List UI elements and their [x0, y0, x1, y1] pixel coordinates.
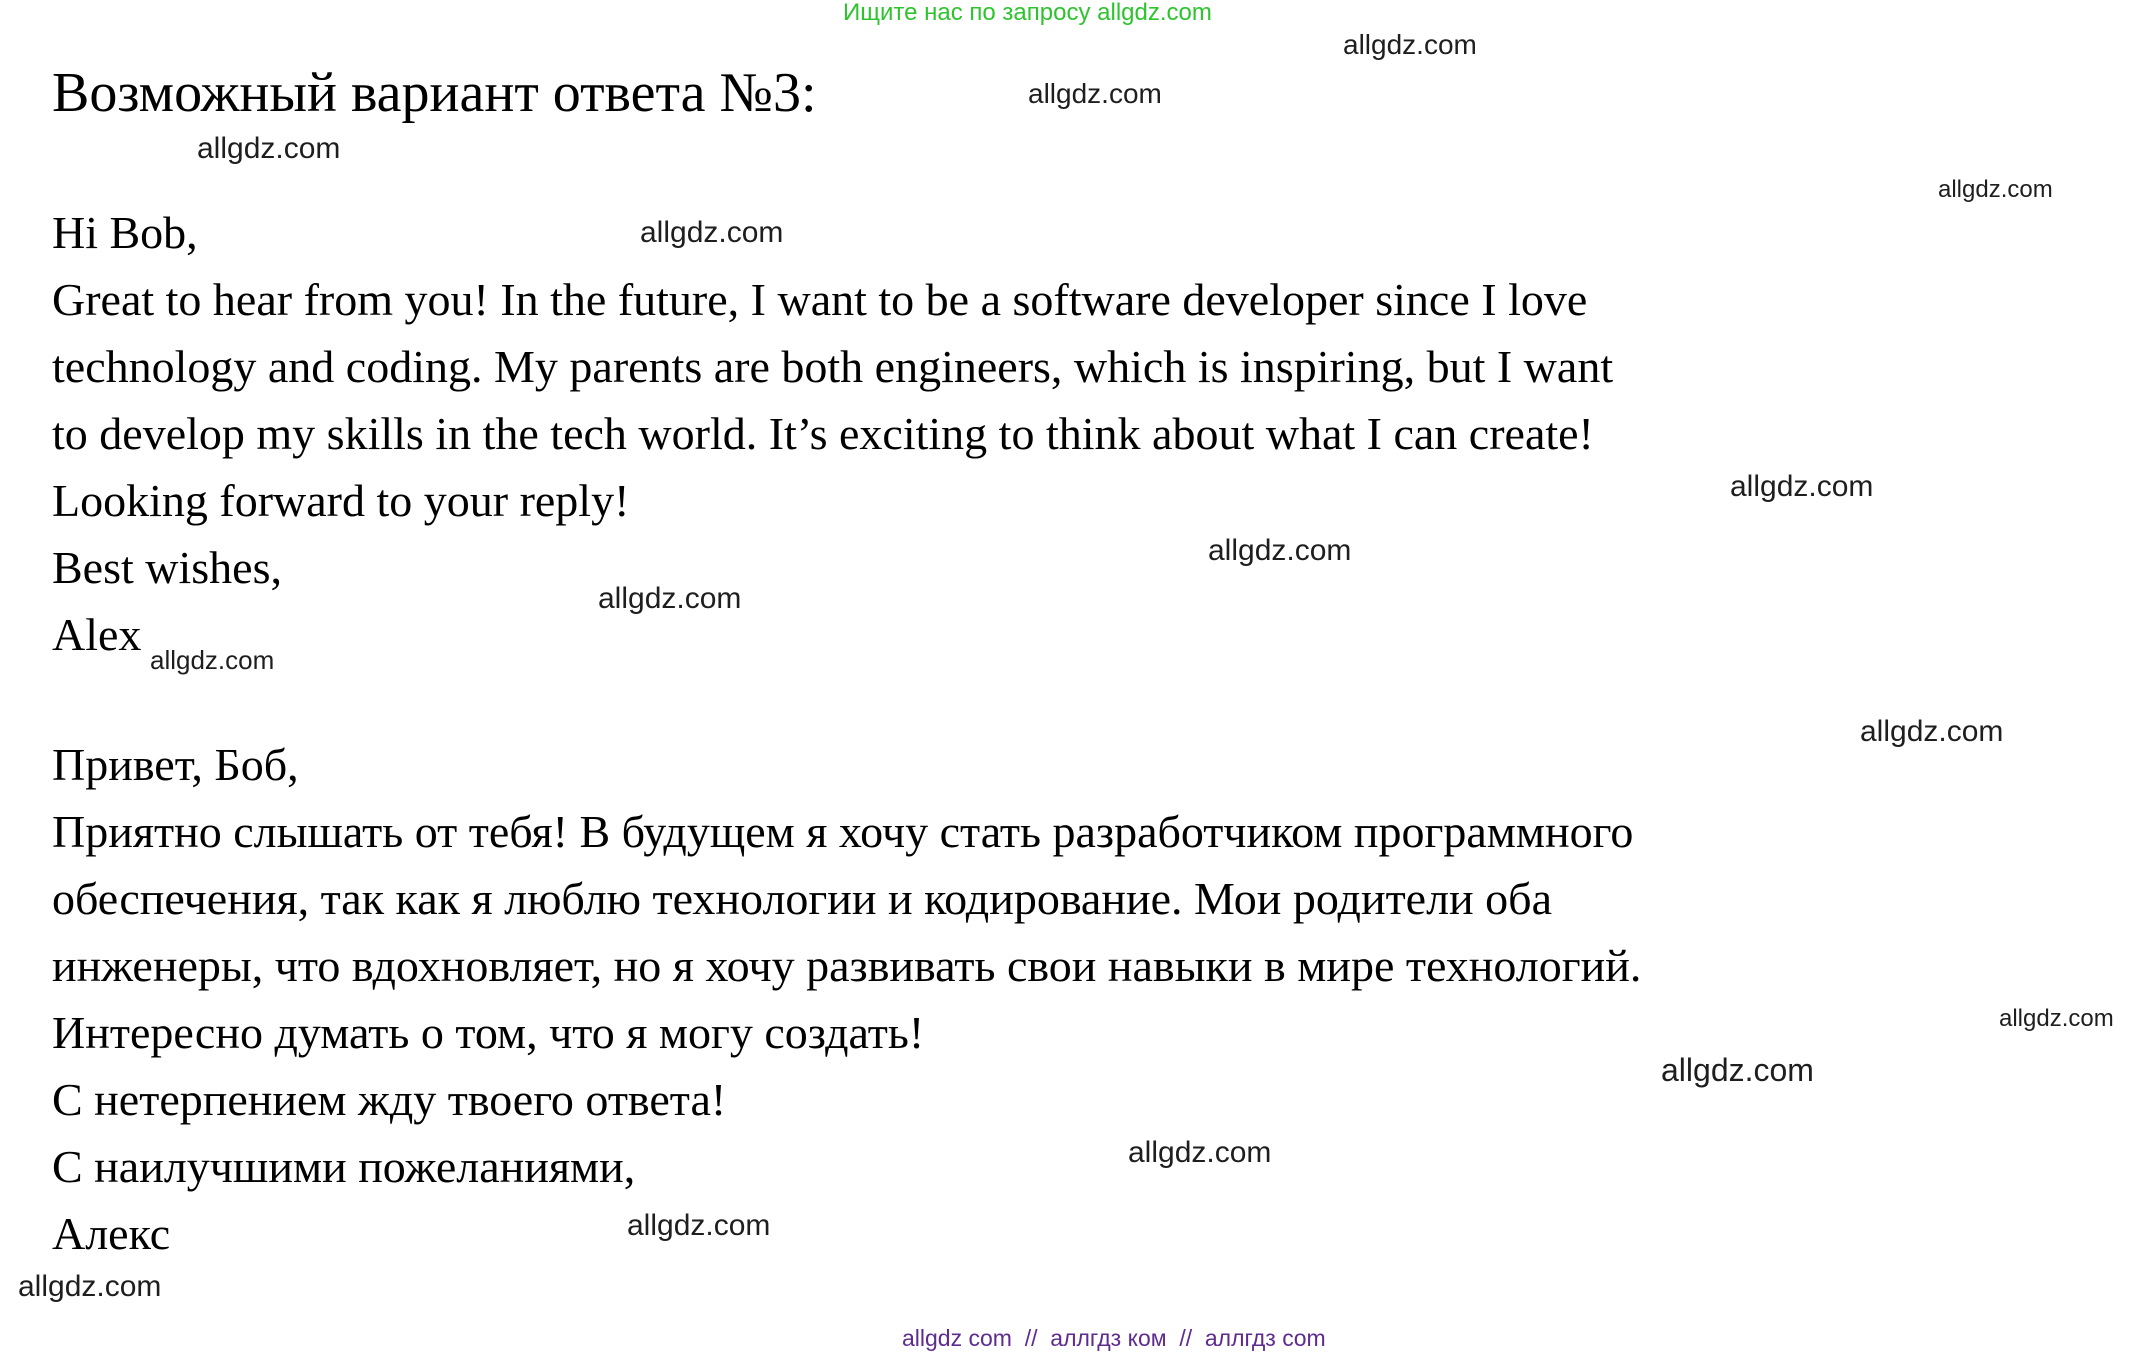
- letter-line: technology and coding. My parents are both engineers, which is inspiring, but I want: [52, 341, 1614, 392]
- site-watermark: allgdz.com: [1028, 78, 1162, 109]
- english-letter: [52, 199, 2074, 668]
- site-watermark: allgdz.com: [150, 645, 275, 675]
- letter-line: Приятно слышать от тебя! В будущем я хочу стать разработчиком программного: [52, 806, 1634, 857]
- search-promo-text: Ищите нас по запросу allgdz.com: [843, 0, 1212, 26]
- site-watermark: allgdz.com: [1208, 534, 1352, 567]
- site-watermark: allgdz.com: [197, 132, 341, 165]
- site-watermark: allgdz.com: [598, 582, 742, 615]
- footer-site-names: allgdz com // аллгдз ком // аллгдз com: [902, 1325, 1326, 1351]
- site-watermark: allgdz.com: [1938, 176, 2053, 203]
- letter-line: Hi Bob,: [52, 207, 198, 258]
- letter-line: Great to hear from you! In the future, I want to be a software developer since I love: [52, 274, 1588, 325]
- letter-line: Best wishes,: [52, 542, 282, 593]
- answer-variant-title: Возможный вариант ответа №3:: [52, 62, 817, 124]
- letter-line: обеспечения, так как я люблю технологии и кодирование. Мои родители оба: [52, 873, 1552, 924]
- letter-line: С нетерпением жду твоего ответа!: [52, 1074, 727, 1125]
- site-watermark: allgdz.com: [1860, 715, 2004, 748]
- letter-line: to develop my skills in the tech world. It’s exciting to think about what I can create!: [52, 408, 1594, 459]
- letter-line: Алекс: [52, 1208, 171, 1259]
- site-watermark: allgdz.com: [18, 1270, 162, 1303]
- letter-line: инженеры, что вдохновляет, но я хочу развивать свои навыки в мире технологий.: [52, 940, 1642, 991]
- letter-line: Интересно думать о том, что я могу создать!: [52, 1007, 925, 1058]
- letter-line: Привет, Боб,: [52, 739, 299, 790]
- site-watermark: allgdz.com: [1730, 470, 1874, 503]
- site-watermark: allgdz.com: [627, 1209, 771, 1242]
- russian-letter-translation: [52, 731, 2074, 1267]
- site-watermark: allgdz.com: [640, 216, 784, 249]
- site-watermark: allgdz.com: [1343, 29, 1477, 60]
- site-watermark: allgdz.com: [1128, 1136, 1272, 1169]
- site-watermark: allgdz.com: [1661, 1052, 1814, 1088]
- letter-line: С наилучшими пожеланиями,: [52, 1141, 636, 1192]
- site-watermark: allgdz.com: [1999, 1005, 2114, 1032]
- letter-line: Looking forward to your reply!: [52, 475, 630, 526]
- letter-line: Alex: [52, 609, 142, 660]
